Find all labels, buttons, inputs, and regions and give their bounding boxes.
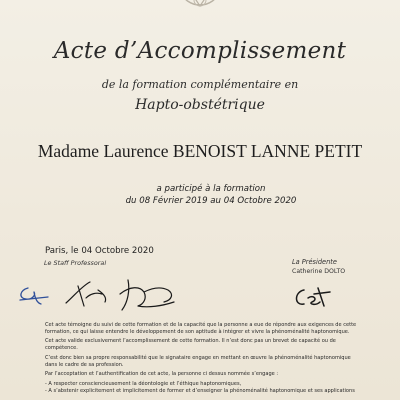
signature-icon [60, 276, 112, 310]
place-date: Paris, le 04 Octobre 2020 [45, 246, 154, 256]
certificate-subtitle: de la formation complémentaire en [101, 78, 299, 91]
president-name: Catherine DOLTO [292, 268, 346, 275]
certificate-body-text [45, 322, 363, 395]
participation-dates: du 08 Février 2019 au 04 Octobre 2020 [125, 196, 297, 206]
body-paragraph: Par l’acceptation et l’authentification de cet acte, la personne ci dessus nommée s’engage : [45, 371, 279, 378]
list-item: - A respecter consciencieusement la déontologie et l’éthique haptonomiques, [45, 380, 242, 387]
body-paragraph: Cet acte témoigne du suivi de cette formation et de la capacité que la personne a eue de répondre aux exigences de cette formation, ce qui laisse entendre le développement de son aptitude à intégrer et vivre la phénoménalité haptonomique. [45, 322, 357, 335]
staff-label: Le Staff Professoral [44, 259, 107, 267]
blue-signature-icon [14, 280, 56, 308]
participation-statement [0, 183, 400, 207]
emblem-icon [172, 0, 228, 20]
president-signature-icon [288, 282, 332, 312]
certificate-title: Acte d’Accomplissement [53, 38, 347, 64]
body-paragraph: C’est donc bien sa propre responsabilité que le signataire engage en mettant en œuvre la phénoménalité haptonomique dans le cadre de sa profession. [45, 354, 351, 368]
body-paragraph: Cet acte valide exclusivement l’accomplissement de cette formation. Il n’est donc pas un brevet de capacité ou de compétence. [45, 338, 336, 352]
participation-line-1: a participé à la formation [156, 184, 266, 194]
recipient-name: Madame Laurence BENOIST LANNE PETIT [37, 141, 363, 161]
president-title: La Présidente [292, 258, 337, 266]
certificate-discipline: Hapto-obstétrique [135, 97, 265, 113]
list-item: - A s’abstenir explicitement et implicitement de former et d’enseigner la phénoménalité haptonomique et ses applications [45, 387, 355, 394]
signature-icon [114, 272, 178, 316]
